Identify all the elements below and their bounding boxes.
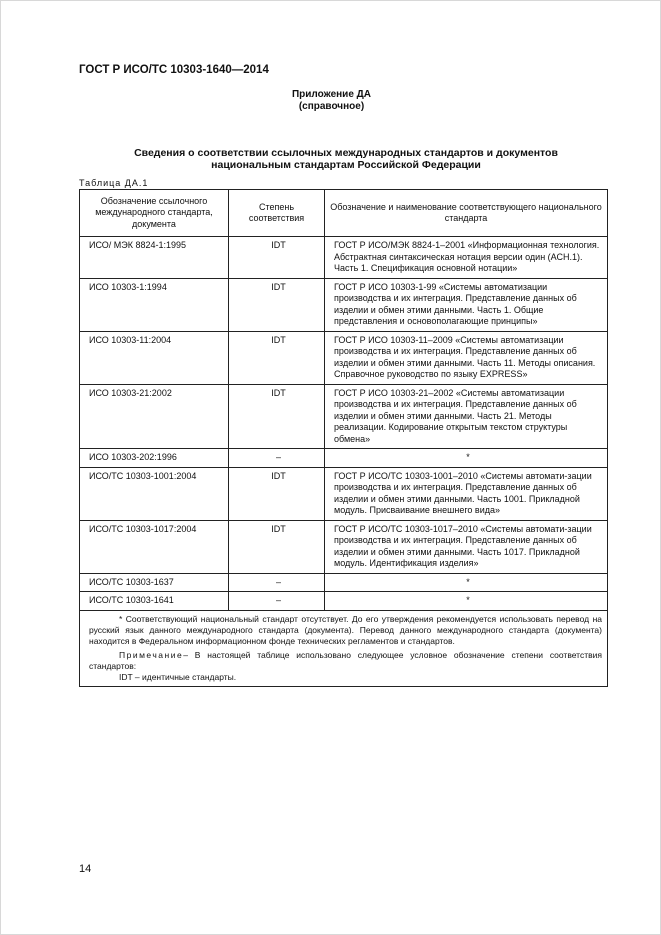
page-number: 14 bbox=[79, 863, 92, 875]
annex-title: Приложение ДА bbox=[291, 89, 372, 100]
cell-national: ГОСТ Р ИСО/ТС 10303-1001–2010 «Системы автомати-зации производства и их интеграция. Представление данных об изделии и обмен этими данными. Часть 1001. Прикладной модуль. Присваивание внешнего вида» bbox=[325, 467, 608, 520]
table-caption: Таблица ДА.1 bbox=[79, 178, 149, 188]
cell-degree: IDT bbox=[229, 331, 325, 384]
table-row bbox=[80, 449, 608, 468]
table-row bbox=[80, 384, 608, 449]
header-national-standard: Обозначение и наименование соответствующего национального стандарта bbox=[325, 190, 608, 237]
cell-degree: – bbox=[229, 592, 325, 611]
table-row bbox=[80, 467, 608, 520]
cell-degree: IDT bbox=[229, 237, 325, 279]
cell-degree: IDT bbox=[229, 467, 325, 520]
cell-degree: IDT bbox=[229, 278, 325, 331]
document-title-line2: национальным стандартам Российской Федерации bbox=[211, 159, 481, 171]
cell-reference: ИСО 10303-1:1994 bbox=[80, 278, 229, 331]
note-item-idt: IDT – идентичные стандарты. bbox=[119, 671, 237, 682]
cell-reference: ИСО/ТС 10303-1641 bbox=[80, 592, 229, 611]
cell-national: * bbox=[325, 449, 608, 468]
table-note bbox=[89, 650, 602, 672]
cell-national: ГОСТ Р ИСО 10303-1-99 «Системы автоматизации производства и их интеграция. Представление данных об изделии и обмен этими данными. Часть 1. Общие представления и основополагающие принципы» bbox=[325, 278, 608, 331]
standard-code-header: ГОСТ Р ИСО/ТС 10303-1640—2014 bbox=[79, 64, 269, 76]
table-row bbox=[80, 592, 608, 611]
document-title-line1: Сведения о соответствии ссылочных международных стандартов и документов bbox=[134, 147, 558, 159]
table-row bbox=[80, 278, 608, 331]
table-footnote: * Соответствующий национальный стандарт отсутствует. До его утверждения рекомендуется использовать перевод на русский язык данного международного стандарта (документа). Перевод данного международного стандарта (документа) находится в Федеральном информационном фонде технических регламентов и стандартов. bbox=[89, 613, 602, 646]
table-row bbox=[80, 573, 608, 592]
cell-national: * bbox=[325, 592, 608, 611]
cell-degree: – bbox=[229, 573, 325, 592]
cell-reference: ИСО 10303-21:2002 bbox=[80, 384, 229, 449]
correspondence-table bbox=[79, 189, 608, 687]
table-notes-row bbox=[80, 610, 608, 686]
cell-national: ГОСТ Р ИСО/МЭК 8824-1–2001 «Информационная технология. Абстрактная синтаксическая нотация версии один (АСН.1). Часть 1. Спецификация основной нотации» bbox=[325, 237, 608, 279]
note-text: – В настоящей таблице использовано следующее условное обозначение степени соответствия стандартов: bbox=[89, 649, 602, 671]
cell-reference: ИСО/ТС 10303-1001:2004 bbox=[80, 467, 229, 520]
cell-national: ГОСТ Р ИСО 10303-11–2009 «Системы автоматизации производства и их интеграция. Представление данных об изделии и обмен этими данными. Часть 11. Методы описания. Справочное руководство по языку EXPRESS» bbox=[325, 331, 608, 384]
cell-degree: – bbox=[229, 449, 325, 468]
cell-reference: ИСО/ТС 10303-1637 bbox=[80, 573, 229, 592]
cell-reference: ИСО/ МЭК 8824-1:1995 bbox=[80, 237, 229, 279]
annex-subtitle: (справочное) bbox=[298, 101, 365, 112]
cell-reference: ИСО 10303-202:1996 bbox=[80, 449, 229, 468]
cell-reference: ИСО/ТС 10303-1017:2004 bbox=[80, 520, 229, 573]
table-row bbox=[80, 331, 608, 384]
header-degree: Степень соответствия bbox=[229, 190, 325, 237]
table-row bbox=[80, 237, 608, 279]
note-label: Примечание bbox=[119, 649, 184, 660]
cell-national: * bbox=[325, 573, 608, 592]
cell-degree: IDT bbox=[229, 520, 325, 573]
cell-reference: ИСО 10303-11:2004 bbox=[80, 331, 229, 384]
annex-heading bbox=[1, 89, 661, 113]
header-reference-standard: Обозначение ссылочного международного стандарта, документа bbox=[80, 190, 229, 237]
table-notes-cell bbox=[80, 610, 608, 686]
cell-national: ГОСТ Р ИСО/ТС 10303-1017–2010 «Системы автомати-зации производства и их интеграция. Представление данных об изделии и обмен этими данными. Часть 1017. Прикладной модуль. Идентификация изделия» bbox=[325, 520, 608, 573]
cell-degree: IDT bbox=[229, 384, 325, 449]
cell-national: ГОСТ Р ИСО 10303-21–2002 «Системы автоматизации производства и их интеграция. Представление данных об изделии и обмен этими данными. Часть 21. Методы реализации. Кодирование открытым текстом структуры обмена» bbox=[325, 384, 608, 449]
table-row bbox=[80, 520, 608, 573]
document-title bbox=[91, 147, 601, 171]
table-header-row bbox=[80, 190, 608, 237]
